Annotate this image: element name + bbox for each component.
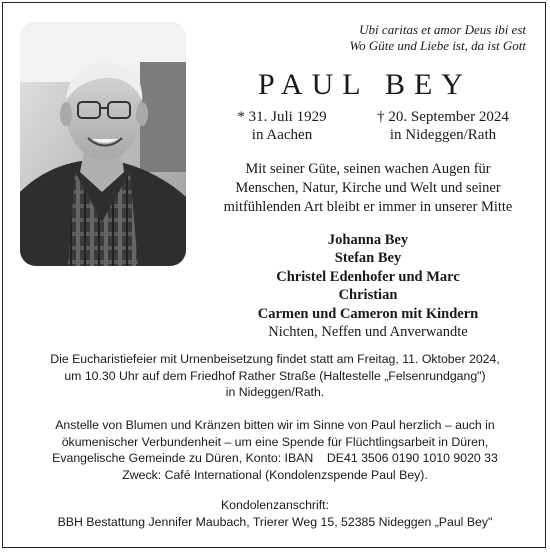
donation-paragraph [14,417,536,483]
tribute-line: Menschen, Natur, Kirche und Welt und seiner [235,180,501,196]
family-member: Carmen und Cameron mit Kindern [257,305,479,322]
birth-info [212,108,352,144]
death-info [368,108,518,144]
tribute-text [200,160,536,217]
family-member: Stefan Bey [334,250,402,267]
ceremony-line: um 10.30 Uhr auf dem Friedhof Rather Straße (Haltestelle „Felsenrundgang") [64,368,486,383]
tribute-line: mitfühlenden Art bleibt er immer in unserer Mitte [223,199,513,215]
ceremony-line: in Nideggen/Rath. [225,385,325,400]
portrait-photo [20,22,186,266]
portrait-image [20,22,186,266]
tribute-line: Mit seiner Güte, seinen wachen Augen für [245,161,491,177]
condolence-address: BBH Bestattung Jennifer Maubach, Trierer Weg 15, 52385 Nideggen „Paul Bey" [57,514,493,529]
family-member: Johanna Bey [327,232,409,248]
family-member: Christel Edenhofer und Marc [276,268,460,285]
deceased-name: PAUL BEY [258,68,472,101]
donation-line: Evangelische Gemeinde zu Düren, Konto: IBAN DE41 3506 0190 1010 9020 33 [52,451,498,466]
ceremony-paragraph [14,351,536,401]
ceremony-line: Die Eucharistiefeier mit Urnenbeisetzung findet statt am Freitag, 11. Oktober 2024, [50,352,500,366]
motto-latin: Ubi caritas et amor Deus ibi est [359,22,526,37]
motto-german: Wo Güte und Liebe ist, da ist Gott [349,38,526,53]
family-member: Christian [338,287,398,304]
condolence-label: Kondolenzanschrift: [220,498,329,512]
motto [350,22,526,54]
family-list [200,231,536,341]
death-place: in Nideggen/Rath [389,127,497,143]
relatives-line: Nichten, Neffen und Anverwandte [268,324,468,341]
donation-line: Anstelle von Blumen und Kränzen bitten wir im Sinne von Paul herzlich – auch in [55,418,495,432]
birth-date: * 31. Juli 1929 [237,109,327,125]
condolence-paragraph [14,497,536,530]
death-date: † 20. September 2024 [377,109,509,125]
donation-line: Zweck: Café International (Kondolenzspende Paul Bey). [122,467,428,482]
birth-place: in Aachen [251,127,313,143]
donation-line: ökumenischer Verbundenheit – um eine Spende für Flüchtlingsarbeit in Düren, [61,434,489,449]
